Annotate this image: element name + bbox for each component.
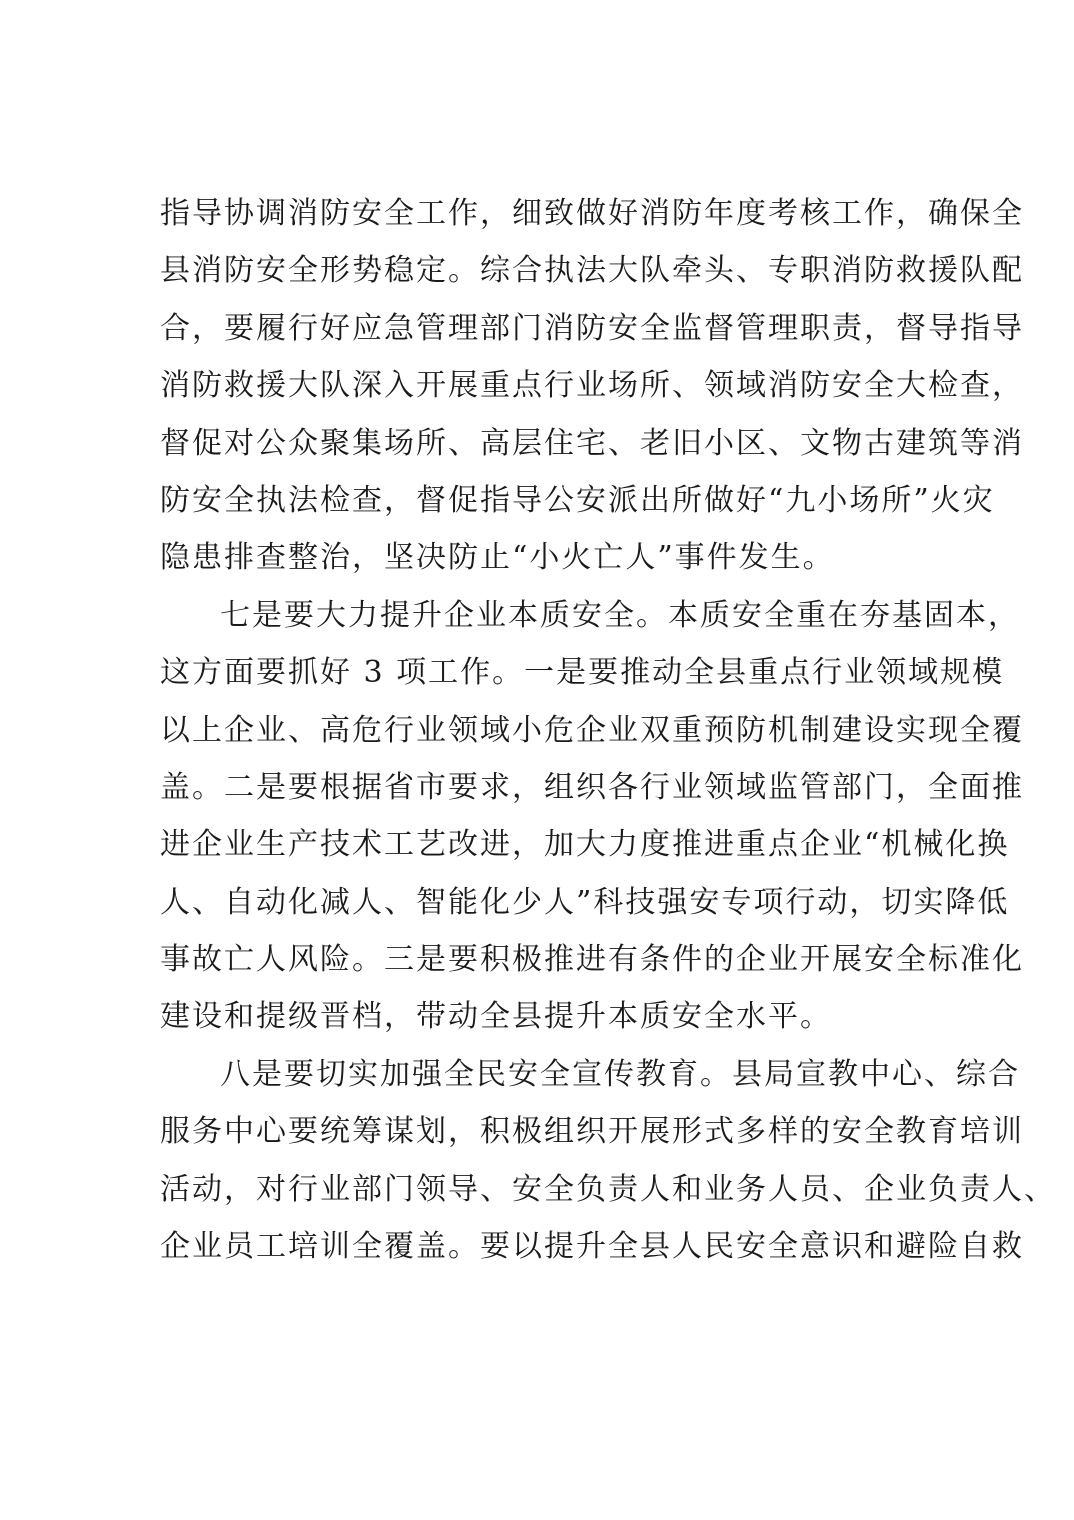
text-line: 以上企业、高危行业领域小危企业双重预防机制建设实现全覆 — [160, 712, 1024, 748]
text-line: 县消防安全形势稳定。综合执法大队牵头、专职消防救援队配 — [160, 253, 1024, 289]
text-line: 消防救援大队深入开展重点行业场所、领域消防安全大检查， — [160, 368, 1024, 404]
text-line: 这方面要抓好 3 项工作。一是要推动全县重点行业领域规模 — [160, 655, 1005, 691]
text-line: 服务中心要统筹谋划，积极组织开展形式多样的安全教育培训 — [160, 1114, 1024, 1150]
text-line: 隐患排查整治，坚决防止“小火亡人”事件发生。 — [160, 540, 835, 576]
text-line: 建设和提级晋档，带动全县提升本质安全水平。 — [160, 999, 832, 1035]
paragraph — [160, 1046, 1056, 1276]
text-line: 七是要大力提升企业本质安全。本质安全重在夯基固本， — [220, 597, 1020, 633]
text-line: 合，要履行好应急管理部门消防安全监督管理职责，督导指导 — [160, 310, 1024, 346]
text-line: 进企业生产技术工艺改进，加大力度推进重点企业“机械化换 — [160, 827, 1010, 863]
paragraph — [160, 185, 1024, 587]
text-line: 活动，对行业部门领导、安全负责人和业务人员、企业负责人、 — [160, 1171, 1056, 1207]
paragraph — [160, 587, 1024, 1046]
text-line: 督促对公众聚集场所、高层住宅、老旧小区、文物古建筑等消 — [160, 425, 1024, 461]
body-text — [160, 185, 1056, 1275]
text-line: 盖。二是要根据省市要求，组织各行业领域监管部门，全面推 — [160, 769, 1024, 805]
text-line: 八是要切实加强全民安全宣传教育。县局宣教中心、综合 — [220, 1056, 1020, 1092]
text-line: 指导协调消防安全工作，细致做好消防年度考核工作，确保全 — [160, 196, 1024, 231]
text-line: 防安全执法检查，督促指导公安派出所做好“九小场所”火灾 — [160, 482, 995, 518]
text-line: 人、自动化减人、智能化少人”科技强安专项行动，切实降低 — [160, 884, 1010, 920]
text-line: 事故亡人风险。三是要积极推进有条件的企业开展安全标准化 — [160, 942, 1024, 978]
text-line: 企业员工培训全覆盖。要以提升全县人民安全意识和避险自救 — [160, 1229, 1024, 1265]
